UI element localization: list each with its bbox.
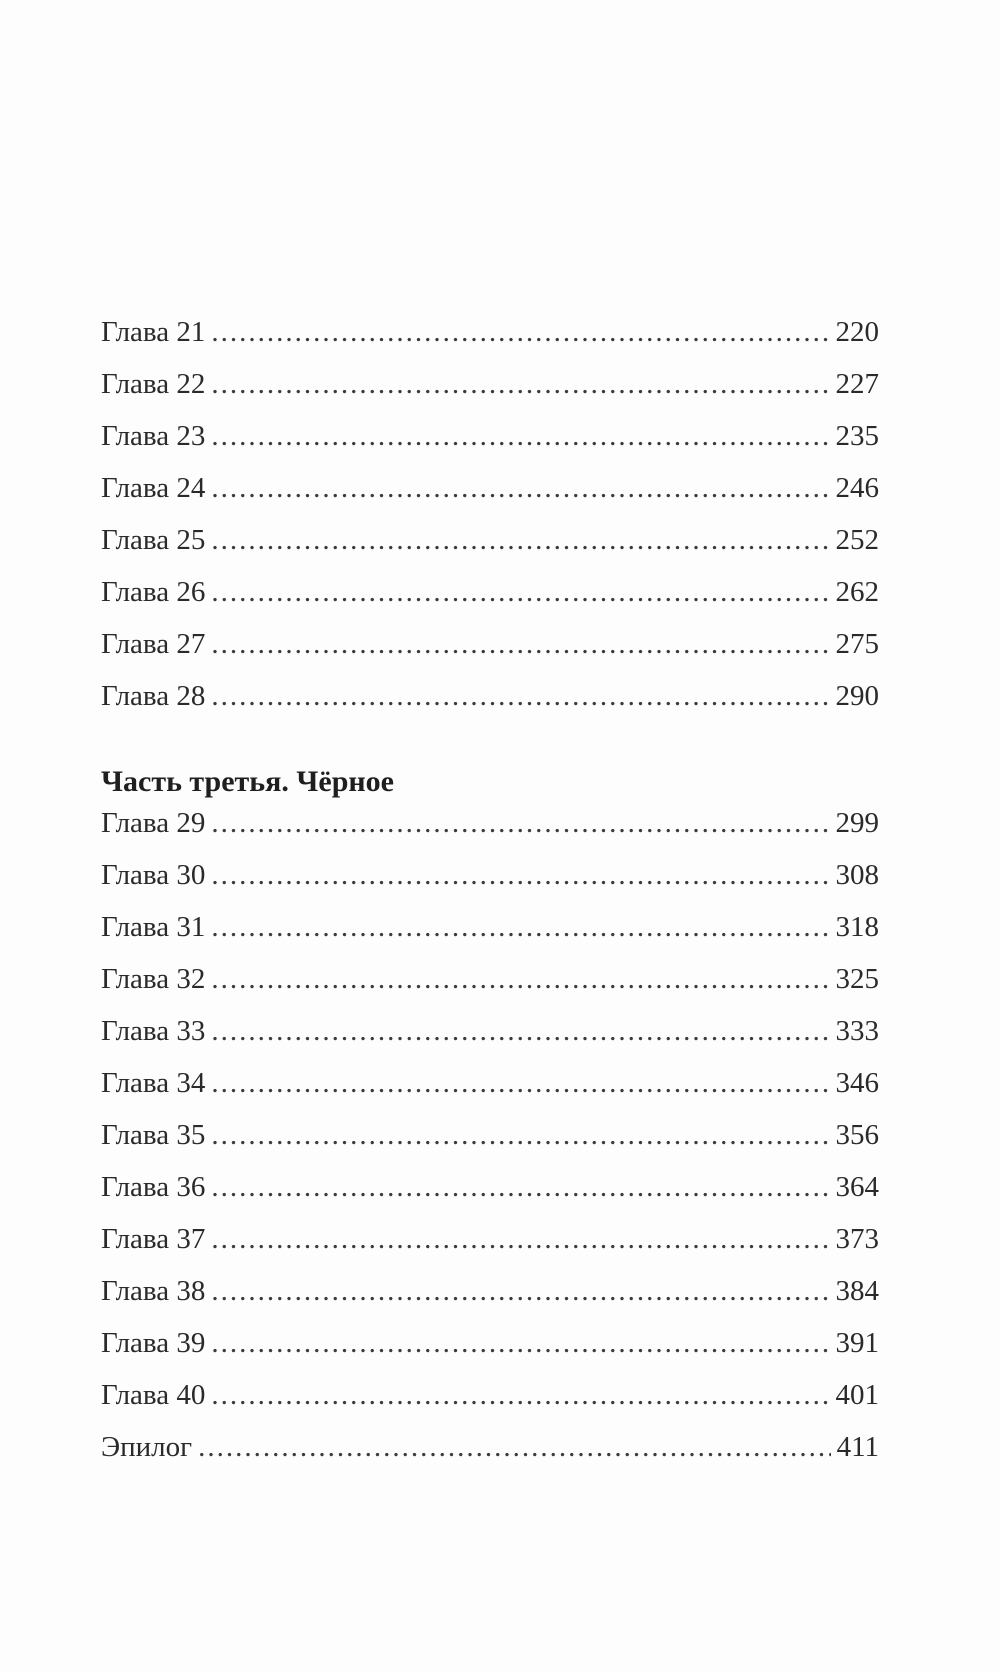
toc-entry-page-number: 262 (835, 576, 879, 608)
toc-entry-title: Глава 36 (101, 1171, 206, 1203)
section-heading: Часть третья. Чёрное (101, 765, 394, 798)
toc-entry (101, 901, 879, 953)
toc-entry-title: Глава 23 (101, 420, 206, 452)
toc-entry-title: Глава 28 (101, 680, 206, 712)
dot-leader (211, 901, 829, 953)
toc-entry-title: Глава 24 (101, 472, 206, 504)
toc-entry-title: Глава 27 (101, 628, 206, 660)
toc-entry (101, 306, 879, 358)
toc-entry-page-number: 333 (835, 1015, 879, 1047)
toc-entry (101, 1161, 879, 1213)
toc-entry-page-number: 275 (835, 628, 879, 660)
toc-entry (101, 1005, 879, 1057)
toc-entry-page-number: 220 (835, 316, 879, 348)
toc-entry-page-number: 299 (835, 807, 879, 839)
dot-leader (211, 1317, 829, 1369)
dot-leader (211, 670, 829, 722)
toc-entry-page-number: 308 (835, 859, 879, 891)
toc-entry-title: Глава 25 (101, 524, 206, 556)
toc-entry-page-number: 252 (835, 524, 879, 556)
toc-entry (101, 1421, 879, 1473)
toc-entry (101, 1109, 879, 1161)
toc-entry-title: Глава 29 (101, 807, 206, 839)
dot-leader (211, 358, 829, 410)
toc-entry-title: Глава 32 (101, 963, 206, 995)
toc-entry (101, 514, 879, 566)
toc-entry-page-number: 318 (835, 911, 879, 943)
toc-entry (101, 1265, 879, 1317)
dot-leader (211, 1369, 829, 1421)
dot-leader (211, 1213, 829, 1265)
toc-entry-page-number: 235 (835, 420, 879, 452)
dot-leader (211, 1005, 829, 1057)
toc-list-part-two (101, 306, 879, 722)
toc-entry (101, 566, 879, 618)
toc-entry-page-number: 373 (835, 1223, 879, 1255)
dot-leader (211, 410, 829, 462)
toc-entry (101, 618, 879, 670)
toc-entry-title: Эпилог (101, 1431, 193, 1463)
toc-entry-page-number: 227 (835, 368, 879, 400)
toc-entry-title: Глава 30 (101, 859, 206, 891)
toc-entry-page-number: 411 (836, 1431, 879, 1463)
dot-leader (211, 849, 829, 901)
toc-entry (101, 849, 879, 901)
toc-entry (101, 1057, 879, 1109)
toc-entry (101, 462, 879, 514)
toc-entry-page-number: 391 (835, 1327, 879, 1359)
dot-leader (211, 462, 829, 514)
dot-leader (211, 1109, 829, 1161)
toc-entry-title: Глава 39 (101, 1327, 206, 1359)
dot-leader (211, 953, 829, 1005)
toc-entry-title: Глава 38 (101, 1275, 206, 1307)
dot-leader (198, 1421, 831, 1473)
toc-entry (101, 670, 879, 722)
toc-entry (101, 953, 879, 1005)
toc-entry (101, 1213, 879, 1265)
dot-leader (211, 306, 829, 358)
toc-entry-page-number: 346 (835, 1067, 879, 1099)
toc-entry-page-number: 364 (835, 1171, 879, 1203)
toc-entry-title: Глава 35 (101, 1119, 206, 1151)
toc-entry (101, 1317, 879, 1369)
dot-leader (211, 618, 829, 670)
toc-entry (101, 410, 879, 462)
toc-entry-title: Глава 33 (101, 1015, 206, 1047)
toc-list-part-three (101, 797, 879, 1473)
dot-leader (211, 514, 829, 566)
toc-entry-page-number: 401 (835, 1379, 879, 1411)
dot-leader (211, 1161, 829, 1213)
toc-entry-page-number: 356 (835, 1119, 879, 1151)
toc-entry (101, 797, 879, 849)
toc-entry-title: Глава 40 (101, 1379, 206, 1411)
toc-entry-page-number: 384 (835, 1275, 879, 1307)
toc-entry-title: Глава 34 (101, 1067, 206, 1099)
dot-leader (211, 797, 829, 849)
toc-entry-title: Глава 21 (101, 316, 206, 348)
dot-leader (211, 1265, 829, 1317)
toc-entry-title: Глава 26 (101, 576, 206, 608)
toc-entry (101, 1369, 879, 1421)
toc-entry-title: Глава 22 (101, 368, 206, 400)
toc-entry-title: Глава 37 (101, 1223, 206, 1255)
toc-entry-page-number: 246 (835, 472, 879, 504)
toc-entry-page-number: 290 (835, 680, 879, 712)
toc-entry (101, 358, 879, 410)
dot-leader (211, 566, 829, 618)
toc-entry-title: Глава 31 (101, 911, 206, 943)
toc-entry-page-number: 325 (835, 963, 879, 995)
dot-leader (211, 1057, 829, 1109)
